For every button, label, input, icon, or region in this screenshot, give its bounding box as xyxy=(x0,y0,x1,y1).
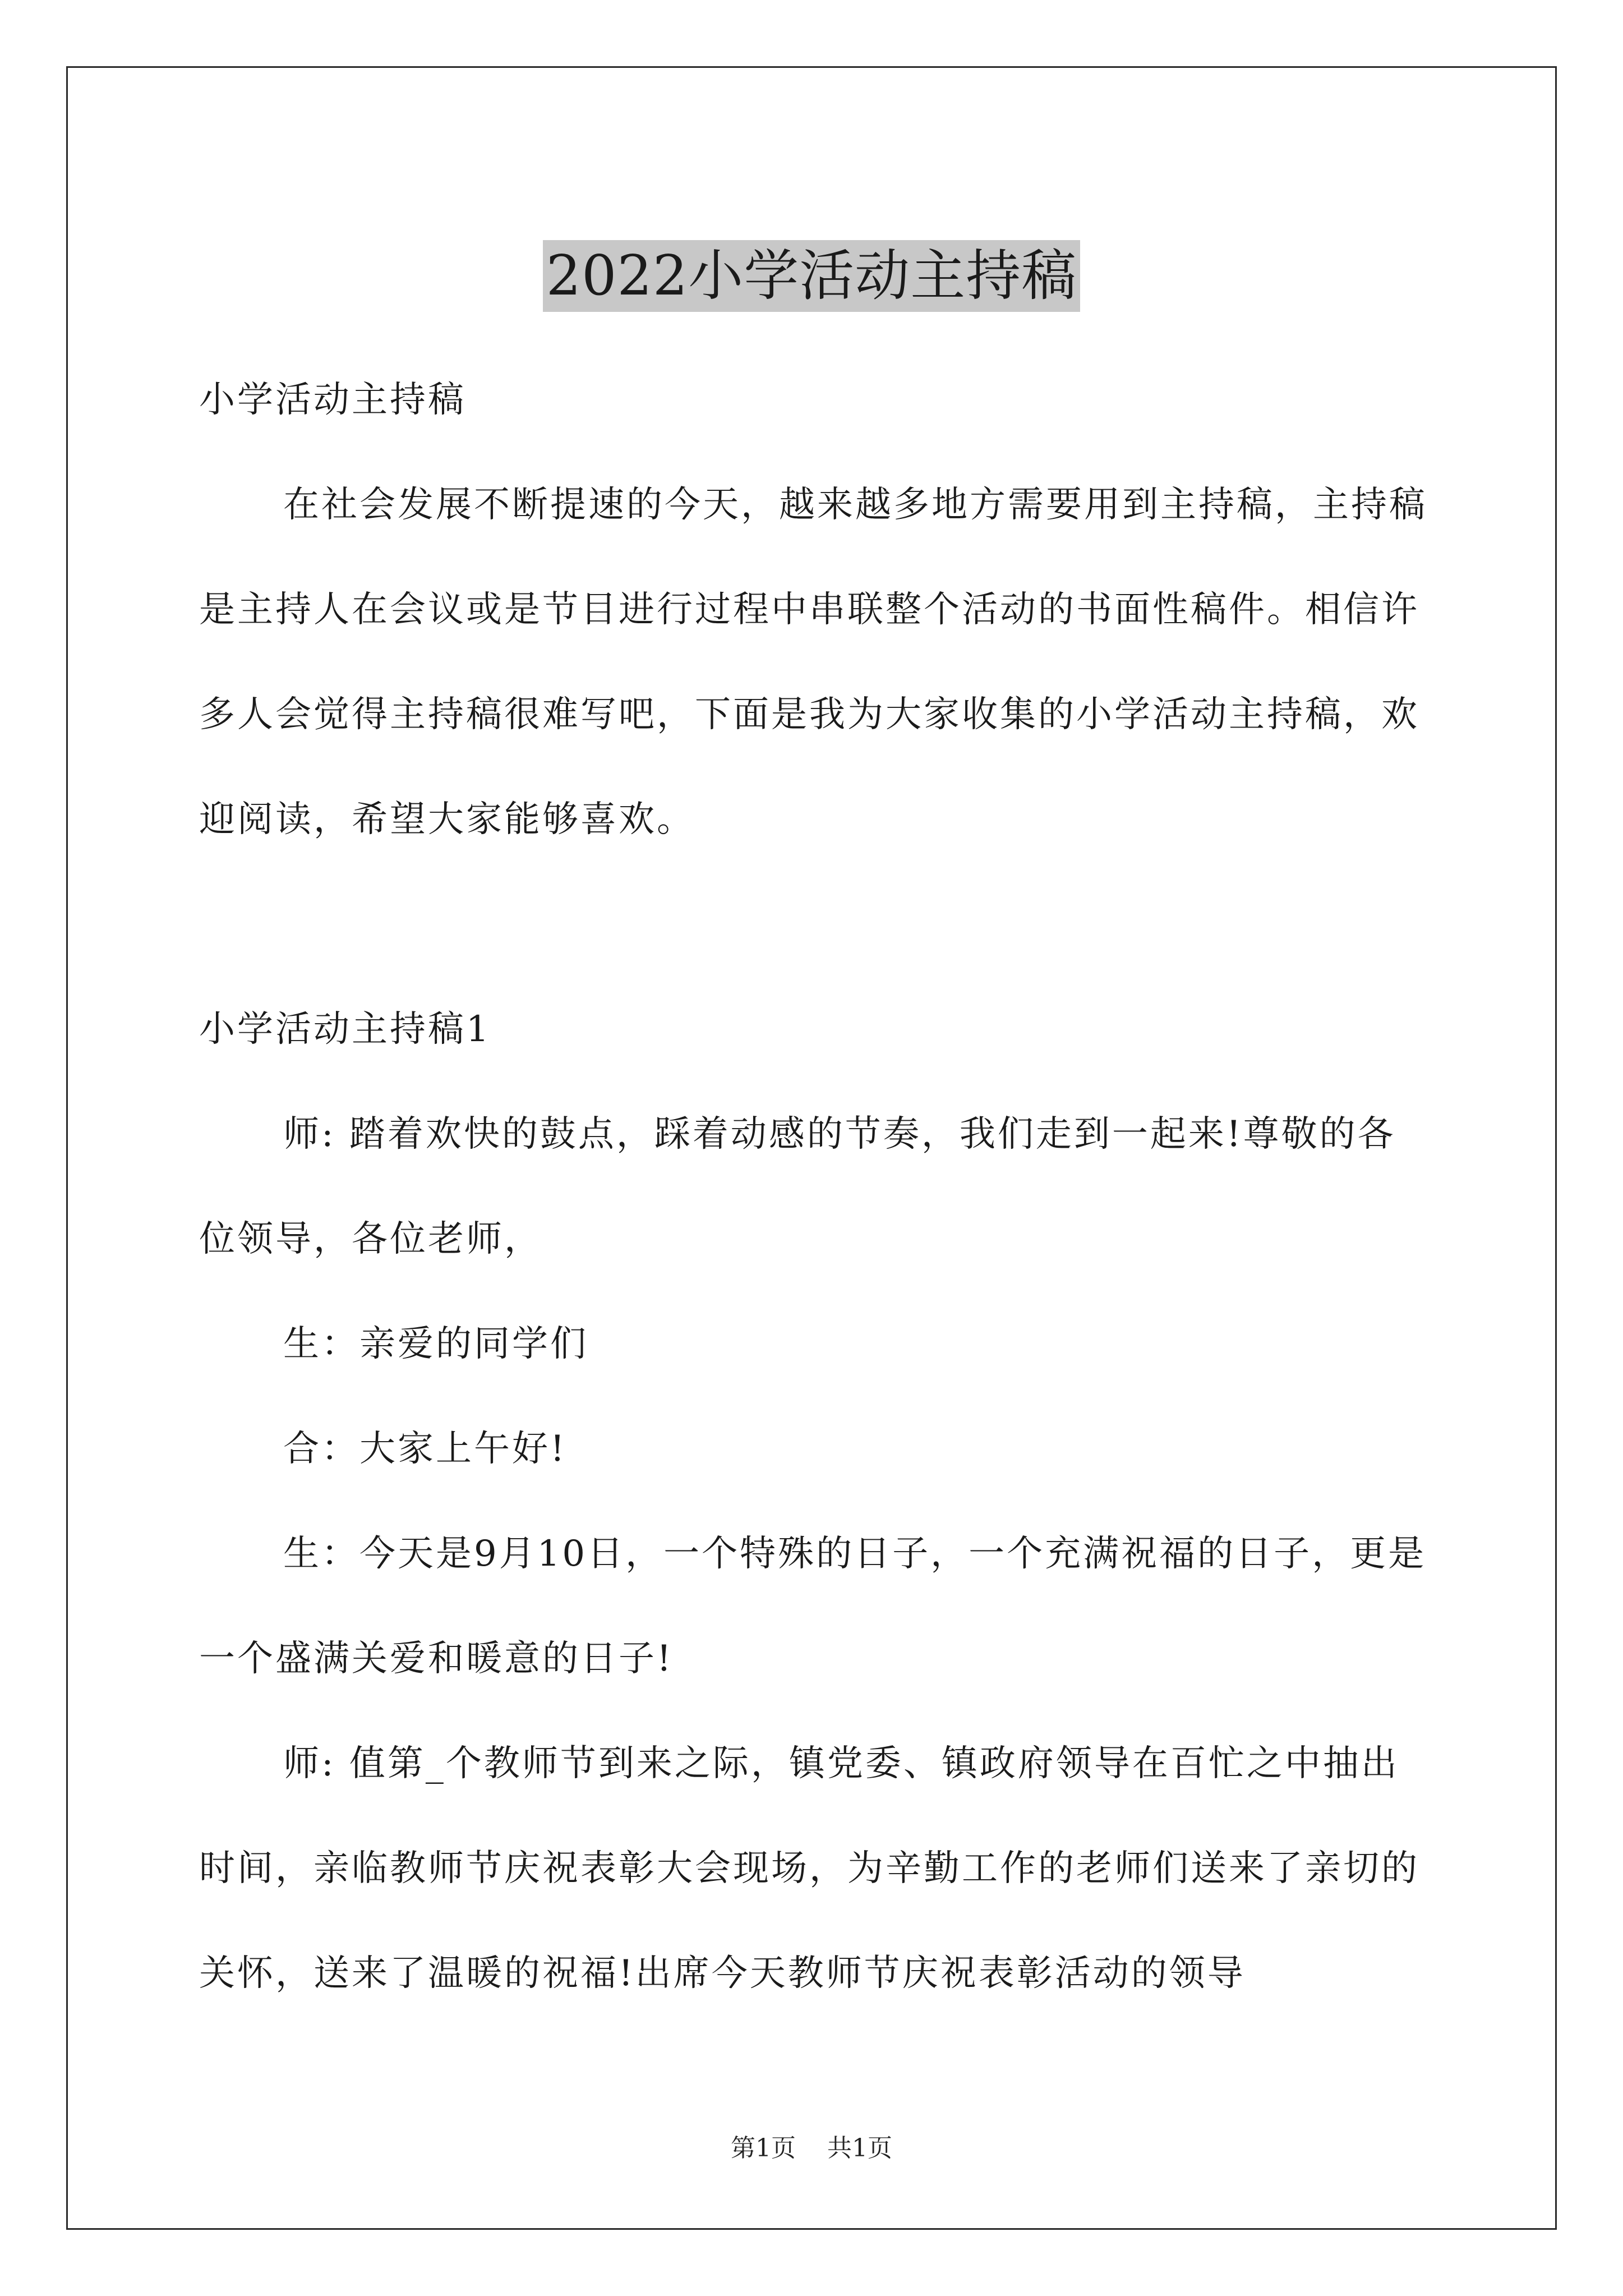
page-footer xyxy=(0,2132,1623,2165)
body-paragraph: 合：大家上午好! xyxy=(283,1428,567,1470)
page-number: 第1页 xyxy=(731,2134,796,2162)
intro-paragraph: 在社会发展不断提速的今天，越来越多地方需要用到主持稿，主持稿是主持人在会议或是节目进行过程中串联整个活动的书面性稿件。相信许多人会觉得主持稿很难写吧，下面是我为大家收集的小学活动主持稿，欢迎阅读，希望大家能够喜欢。 xyxy=(199,484,1427,840)
body-paragraph: 生：今天是9月10日，一个特殊的日子，一个充满祝福的日子，更是一个盛满关爱和暖意的日子! xyxy=(199,1533,1427,1680)
paragraph-gap xyxy=(199,872,1433,977)
section-heading-1: 小学活动主持稿1 xyxy=(199,1009,491,1050)
page-total: 共1页 xyxy=(827,2134,892,2162)
section-heading: 小学活动主持稿 xyxy=(199,379,466,421)
body-paragraph: 师: 值第_个教师节到来之际，镇党委、镇政府领导在百忙之中抽出时间，亲临教师节庆祝表彰大会现场，为辛勤工作的老师们送来了亲切的关怀，送来了温暖的祝福!出席今天教师节庆祝表彰活动的领导 xyxy=(199,1743,1419,1994)
body-paragraph: 生：亲爱的同学们 xyxy=(283,1323,588,1365)
document-title: 2022小学活动主持稿 xyxy=(543,240,1080,312)
body-paragraph: 师: 踏着欢快的鼓点，踩着动感的节奏，我们走到一起来!尊敬的各位领导，各位老师， xyxy=(199,1114,1396,1260)
title-container xyxy=(0,203,1623,348)
document-body xyxy=(199,348,1433,2026)
